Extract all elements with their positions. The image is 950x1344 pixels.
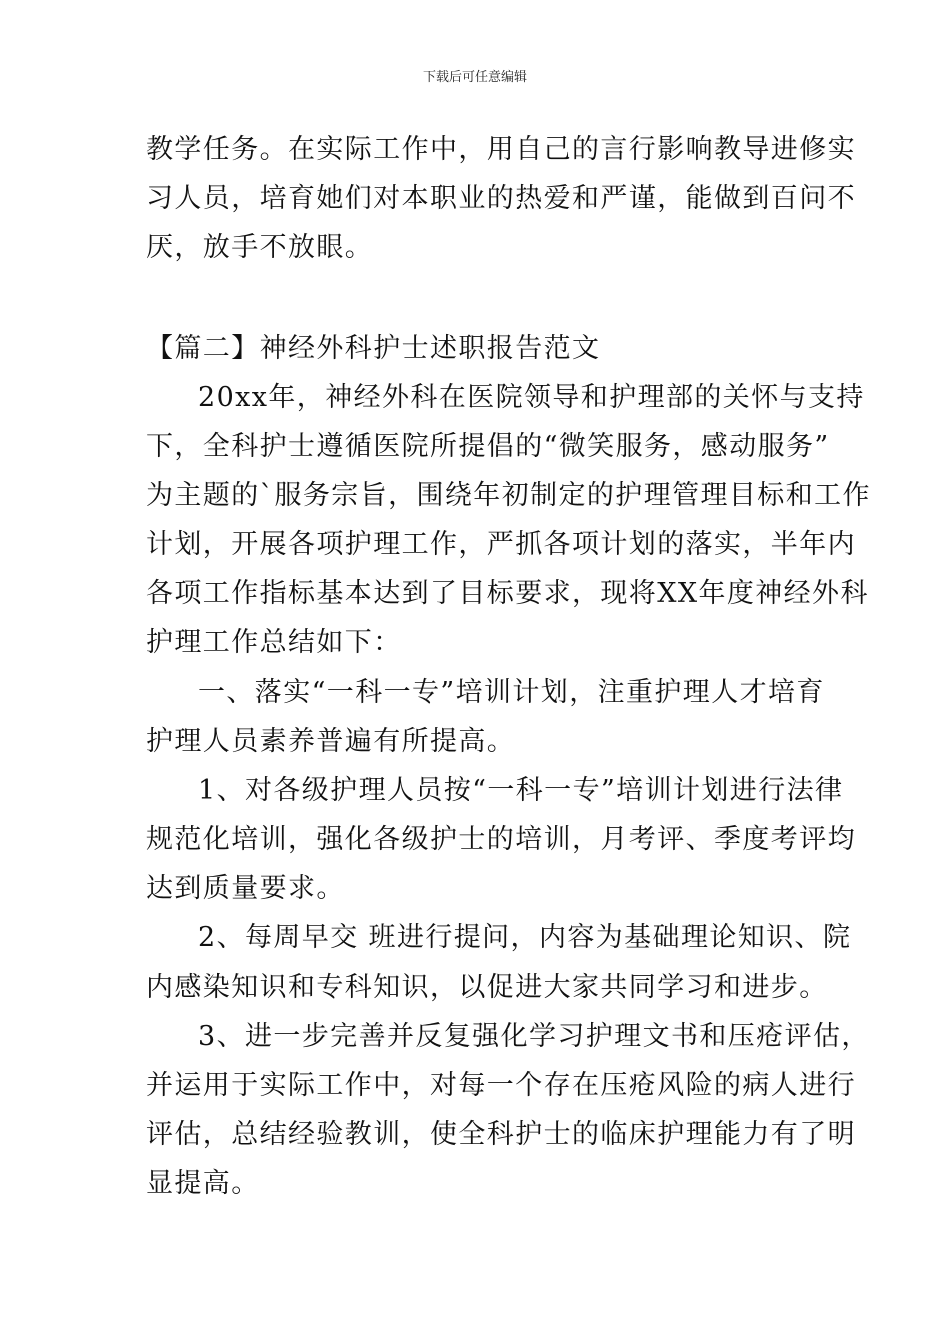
body-text-line: 厌，放手不放眼。 xyxy=(146,232,374,263)
body-text-line: 计划，开展各项护理工作，严抓各项计划的落实，半年内 xyxy=(146,529,856,560)
body-text-line: 显提高。 xyxy=(146,1168,260,1199)
body-text-line: 达到质量要求。 xyxy=(146,873,345,904)
body-text-line: 20xx年，神经外科在医院领导和护理部的关怀与支持 xyxy=(198,382,865,413)
body-text-line: 一、落实“一科一专”培训计划，注重护理人才培育 xyxy=(198,677,825,708)
body-text-line: 护理工作总结如下： xyxy=(146,627,402,658)
body-text-line: 为主题的`服务宗旨，围绕年初制定的护理管理目标和工作 xyxy=(146,480,871,511)
body-text-line: 规范化培训，强化各级护士的培训，月考评、季度考评均 xyxy=(146,824,856,855)
body-text-line: 下，全科护士遵循医院所提倡的“微笑服务，感动服务” xyxy=(146,431,830,462)
body-text-line: 各项工作指标基本达到了目标要求，现将XX年度神经外科 xyxy=(146,578,869,609)
body-text-line: 教学任务。在实际工作中，用自己的言行影响教导进修实 xyxy=(146,134,856,165)
body-text-line: 2、每周早交 班进行提问，内容为基础理论知识、院 xyxy=(198,922,852,953)
section-heading: 【篇二】神经外科护士述职报告范文 xyxy=(146,333,601,364)
body-text-line: 3、进一步完善并反复强化学习护理文书和压疮评估， xyxy=(198,1021,870,1052)
body-text-line: 护理人员素养普遍有所提高。 xyxy=(146,726,516,757)
page-header-note: 下载后可任意编辑 xyxy=(422,70,527,85)
body-text-line: 习人员，培育她们对本职业的热爱和严谨，能做到百问不 xyxy=(146,183,856,214)
body-text-line: 1、对各级护理人员按“一科一专”培训计划进行法律 xyxy=(198,775,844,806)
body-text-line: 评估，总结经验教训，使全科护士的临床护理能力有了明 xyxy=(146,1119,856,1150)
body-text-line: 并运用于实际工作中，对每一个存在压疮风险的病人进行 xyxy=(146,1070,856,1101)
body-text-line: 内感染知识和专科知识，以促进大家共同学习和进步。 xyxy=(146,972,828,1003)
